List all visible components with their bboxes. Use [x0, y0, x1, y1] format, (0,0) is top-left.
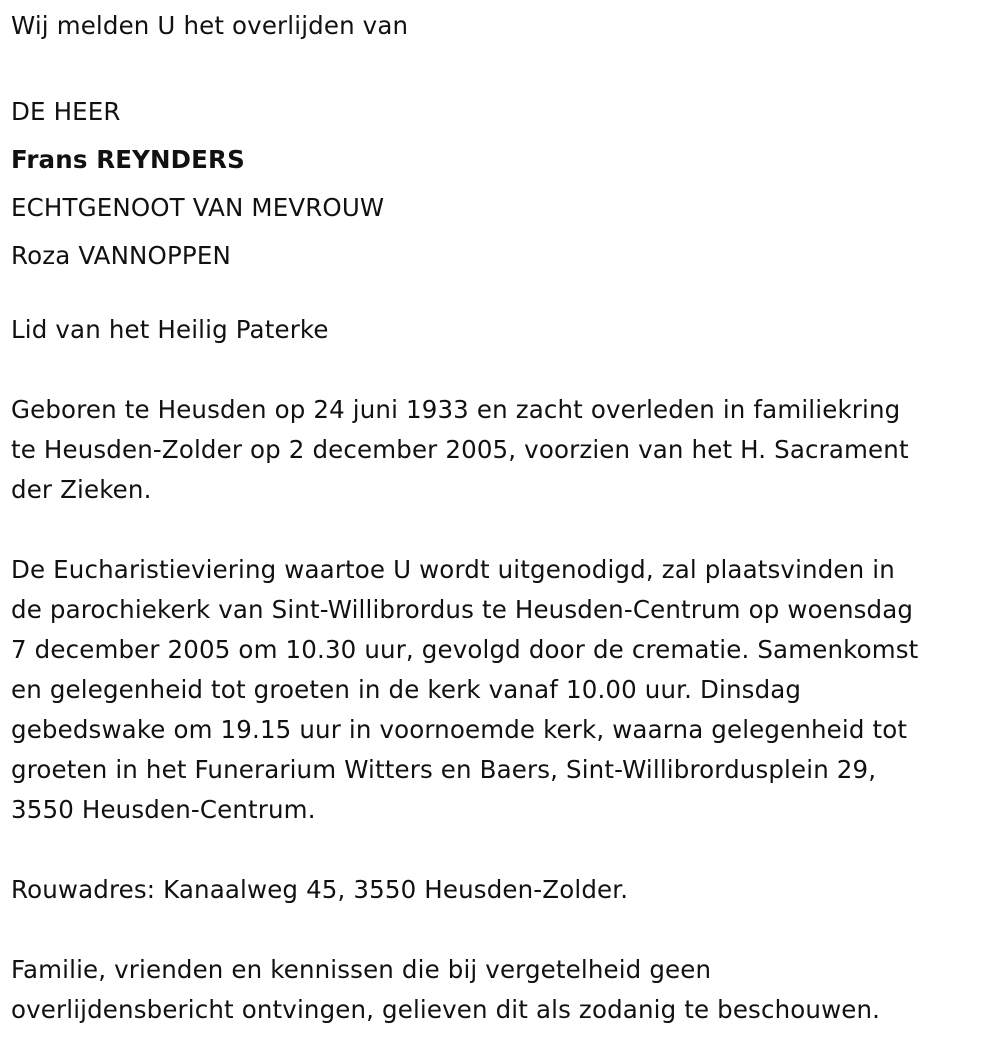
intro-line: Wij melden U het overlijden van: [11, 11, 409, 40]
service-line: 3550 Heusden-Centrum.: [11, 795, 316, 824]
service-line: De Eucharistieviering waartoe U wordt uitgenodigd, zal plaatsvinden in: [11, 555, 895, 584]
mourning-address-paragraph: [11, 870, 628, 910]
deceased-name: Frans REYNDERS: [11, 145, 245, 174]
family-note-line: Familie, vrienden en kennissen die bij vergetelheid geen: [11, 955, 712, 984]
service-line: en gelegenheid tot groeten in de kerk vanaf 10.00 uur. Dinsdag: [11, 675, 802, 704]
membership-paragraph: [11, 310, 329, 350]
membership-line: Lid van het Heilig Paterke: [11, 315, 329, 344]
title-prefix: DE HEER: [11, 97, 121, 126]
service-paragraph: [11, 550, 918, 830]
mourning-address-line: Rouwadres: Kanaalweg 45, 3550 Heusden-Zolder.: [11, 875, 629, 904]
birth-death-line: te Heusden-Zolder op 2 december 2005, voorzien van het H. Sacrament: [11, 435, 909, 464]
service-line: 7 december 2005 om 10.30 uur, gevolgd door de crematie. Samenkomst: [11, 635, 919, 664]
service-line: de parochiekerk van Sint-Willibrordus te Heusden-Centrum op woensdag: [11, 595, 914, 624]
deceased-block: [11, 88, 384, 280]
service-line: gebedswake om 19.15 uur in voornoemde kerk, waarna gelegenheid tot: [11, 715, 908, 744]
family-note-line: overlijdensbericht ontvingen, gelieven dit als zodanig te beschouwen.: [11, 995, 881, 1024]
birth-death-line: der Zieken.: [11, 475, 152, 504]
spouse-relation: ECHTGENOOT VAN MEVROUW: [11, 193, 385, 222]
family-note-paragraph: [11, 950, 880, 1030]
spouse-name: Roza VANNOPPEN: [11, 241, 231, 270]
intro-text: [11, 8, 408, 44]
birth-death-paragraph: [11, 390, 909, 510]
service-line: groeten in het Funerarium Witters en Baers, Sint-Willibrordusplein 29,: [11, 755, 877, 784]
birth-death-line: Geboren te Heusden op 24 juni 1933 en zacht overleden in familiekring: [11, 395, 901, 424]
